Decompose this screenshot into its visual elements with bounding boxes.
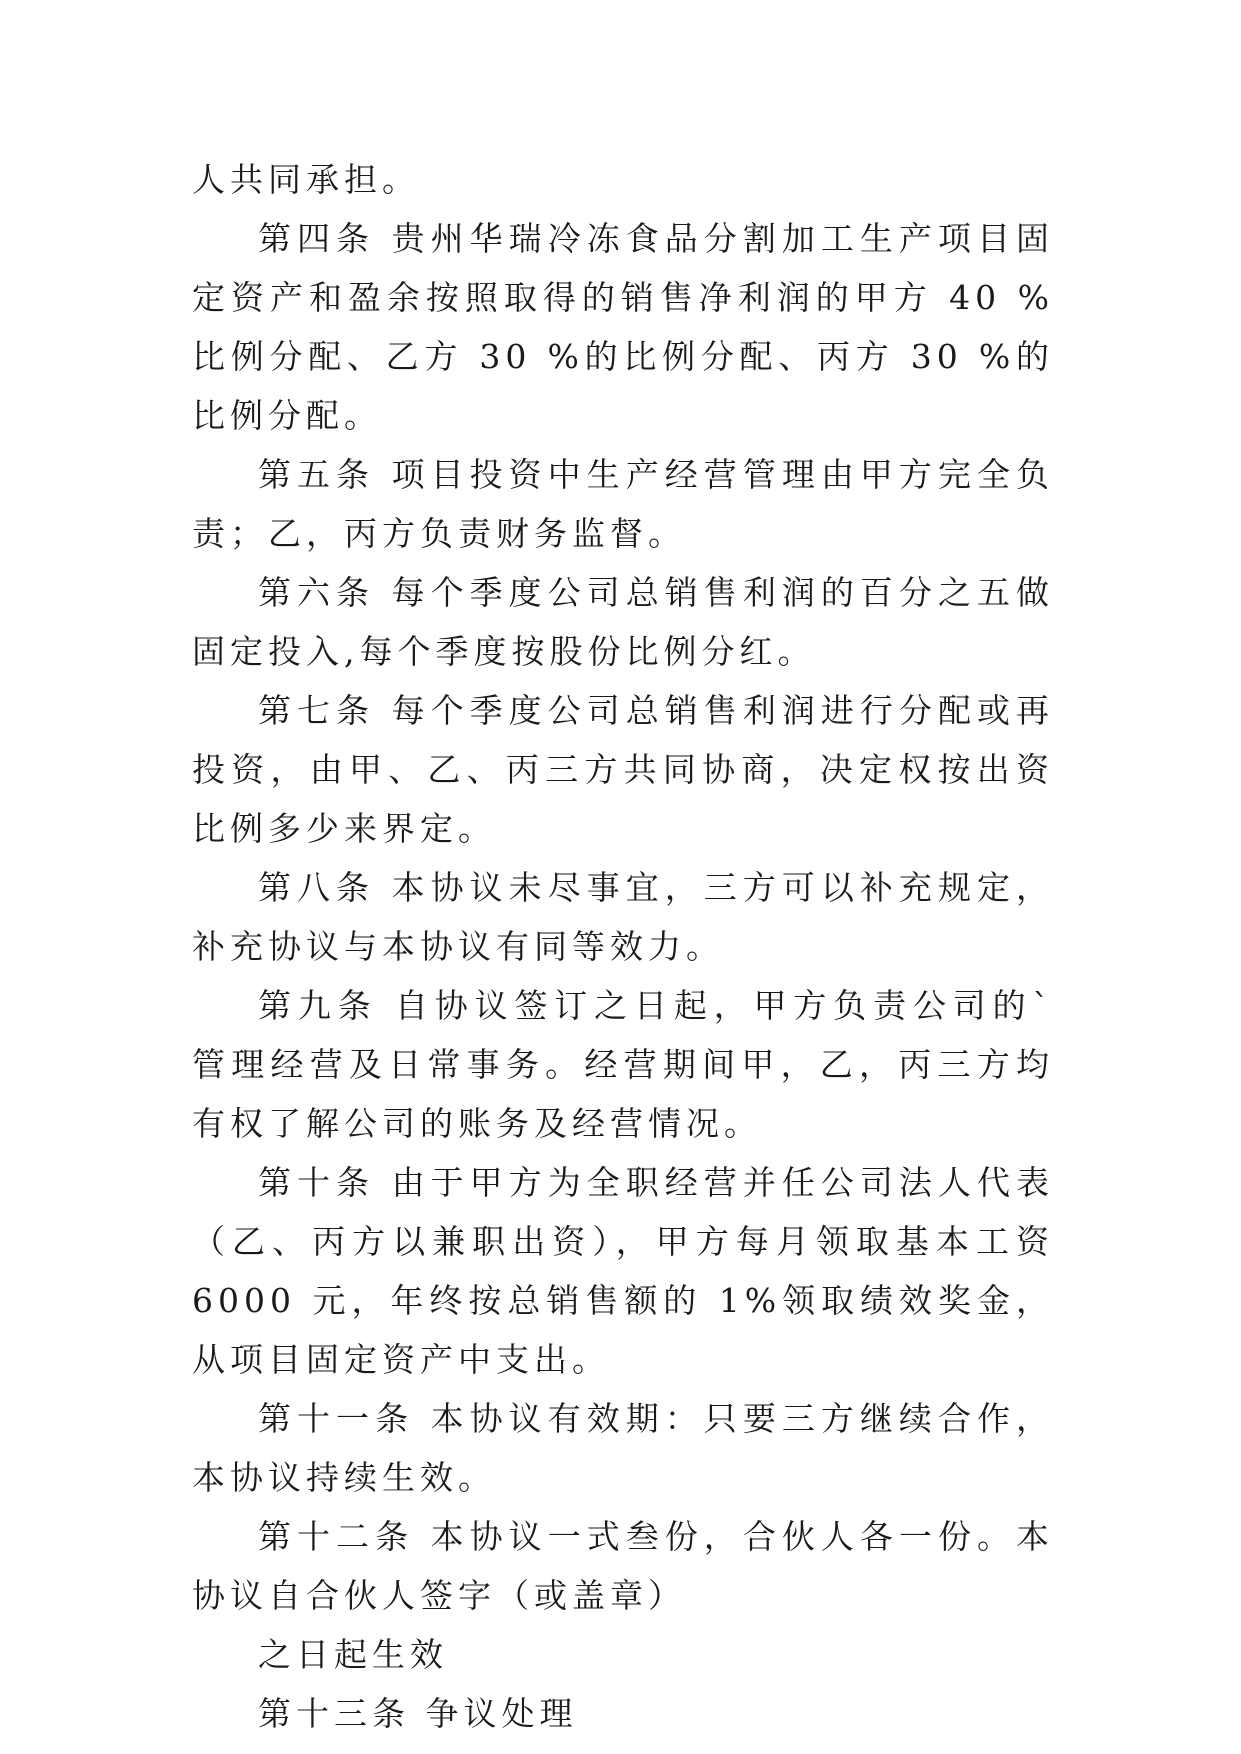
paragraph-continuation: 人共同承担。 <box>192 160 420 199</box>
paragraph-article-9: 第九条 自协议签订之日起，甲方负责公司的`管理经营及日常事务。经营期间甲，乙，丙三方均有权了解公司的账务及经营情况。 <box>192 986 1054 1143</box>
paragraph-article-12: 第十二条 本协议一式叁份，合伙人各一份。本协议自合伙人签字（或盖章） <box>192 1517 1054 1615</box>
paragraph-effective-date: 之日起生效 <box>258 1635 448 1674</box>
paragraph-article-6: 第六条 每个季度公司总销售利润的百分之五做固定投入,每个季度按股份比例分红。 <box>192 573 1054 671</box>
paragraph-article-4: 第四条 贵州华瑞冷冻食品分割加工生产项目固定资产和盈余按照取得的销售净利润的甲方 40 %比例分配、乙方 30 %的比例分配、丙方 30 %的比例分配。 <box>192 219 1054 435</box>
paragraph-article-11: 第十一条 本协议有效期：只要三方继续合作，本协议持续生效。 <box>192 1399 1054 1497</box>
paragraph-article-5: 第五条 项目投资中生产经营管理由甲方完全负责；乙，丙方负责财务监督。 <box>192 455 1054 553</box>
document-body <box>192 150 1054 1743</box>
paragraph-article-10: 第十条 由于甲方为全职经营并任公司法人代表（乙、丙方以兼职出资），甲方每月领取基本工资 6000 元，年终按总销售额的 1%领取绩效奖金，从项目固定资产中支出。 <box>192 1163 1054 1379</box>
paragraph-article-7: 第七条 每个季度公司总销售利润进行分配或再投资，由甲、乙、丙三方共同协商，决定权按出资比例多少来界定。 <box>192 691 1054 848</box>
paragraph-article-13: 第十三条 争议处理 <box>258 1694 578 1733</box>
paragraph-article-8: 第八条 本协议未尽事宜，三方可以补充规定，补充协议与本协议有同等效力。 <box>192 868 1054 966</box>
